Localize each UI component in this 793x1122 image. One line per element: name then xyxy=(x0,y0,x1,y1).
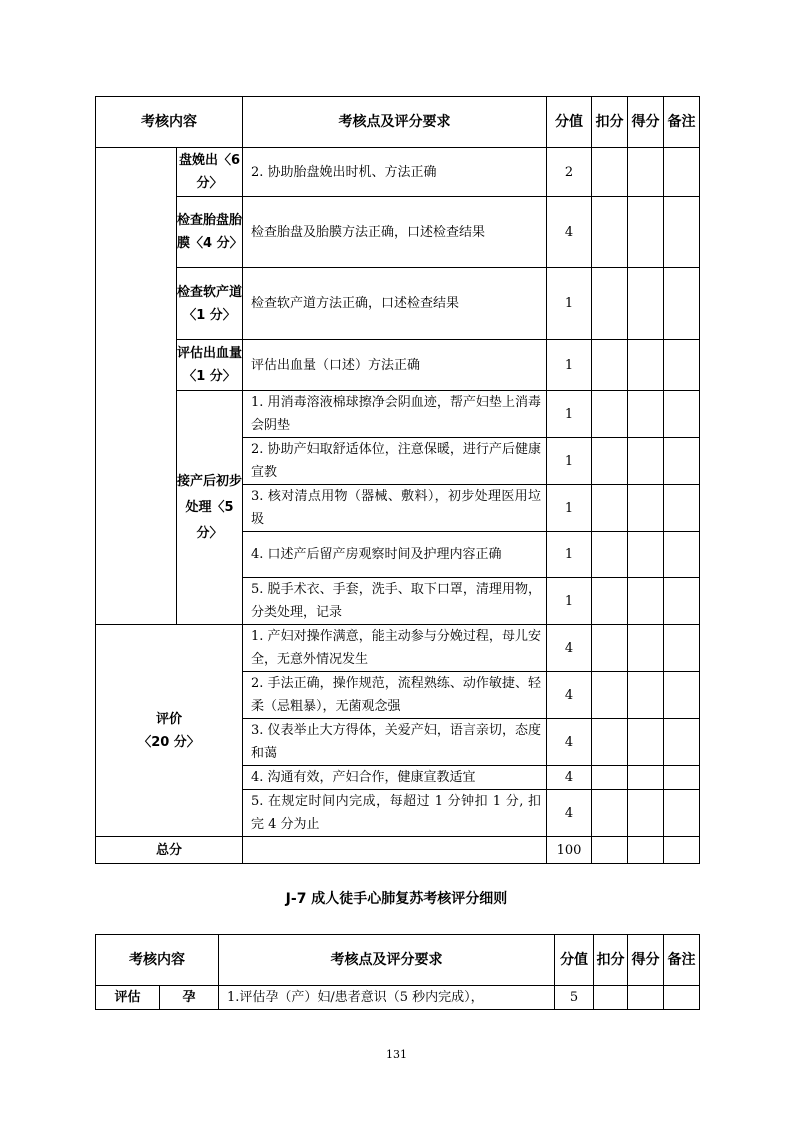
deduct-cell xyxy=(592,837,628,864)
get-cell xyxy=(628,837,664,864)
score-value: 4 xyxy=(547,625,592,672)
scoring-table-1 xyxy=(95,96,700,864)
note-cell xyxy=(664,148,700,197)
total-label: 总分 xyxy=(96,837,243,864)
requirement-text: 1. 产妇对操作满意，能主动参与分娩过程，母儿安全，无意外情况发生 xyxy=(243,625,547,672)
deduct-cell xyxy=(592,391,628,438)
note-cell xyxy=(664,837,700,864)
page-number: 131 xyxy=(386,1048,407,1061)
get-cell xyxy=(628,268,664,340)
header-deduct: 扣分 xyxy=(592,97,628,148)
get-cell xyxy=(628,790,664,837)
note-cell xyxy=(664,986,700,1010)
get-cell xyxy=(628,532,664,578)
note-cell xyxy=(664,578,700,625)
sub-item: 盘娩出〈6 分〉 xyxy=(177,148,243,197)
header-content: 考核内容 xyxy=(96,97,243,148)
requirement-text: 4. 沟通有效，产妇合作，健康宣教适宜 xyxy=(243,766,547,790)
requirement-text: 4. 口述产后留产房观察时间及护理内容正确 xyxy=(243,532,547,578)
score-value: 4 xyxy=(547,197,592,268)
score-value: 1 xyxy=(547,485,592,532)
deduct-cell xyxy=(592,790,628,837)
sub-item: 检查胎盘胎膜〈4 分〉 xyxy=(177,197,243,268)
header-score: 分值 xyxy=(547,97,592,148)
score-value: 1 xyxy=(547,391,592,438)
deduct-cell xyxy=(592,532,628,578)
score-value: 1 xyxy=(547,268,592,340)
get-cell xyxy=(628,719,664,766)
deduct-cell xyxy=(592,625,628,672)
get-cell xyxy=(628,391,664,438)
score-value: 1 xyxy=(547,532,592,578)
requirement-text: 1. 用消毒溶液棉球擦净会阴血迹，帮产妇垫上消毒会阴垫 xyxy=(243,391,547,438)
section-title: J-7 成人徒手心肺复苏考核评分细则 xyxy=(285,891,508,907)
get-cell xyxy=(628,438,664,485)
requirement-text: 5. 在规定时间内完成，每超过 1 分钟扣 1 分, 扣完 4 分为止 xyxy=(243,790,547,837)
scoring-table-2 xyxy=(95,934,700,1010)
header-get: 得分 xyxy=(628,97,664,148)
deduct-cell xyxy=(594,986,628,1010)
note-cell xyxy=(664,197,700,268)
sub-item: 孕 xyxy=(160,986,219,1010)
deduct-cell xyxy=(592,148,628,197)
score-value: 1 xyxy=(547,340,592,391)
requirement-text: 3. 核对清点用物（器械、敷料），初步处理医用垃圾 xyxy=(243,485,547,532)
requirement-text: 检查胎盘及胎膜方法正确，口述检查结果 xyxy=(243,197,547,268)
evaluation-points: 〈20 分〉 xyxy=(138,734,200,750)
header-score: 分值 xyxy=(555,935,594,986)
header-requirement: 考核点及评分要求 xyxy=(219,935,555,986)
note-cell xyxy=(664,268,700,340)
total-score: 100 xyxy=(547,837,592,864)
get-cell xyxy=(628,148,664,197)
deduct-cell xyxy=(592,578,628,625)
note-cell xyxy=(664,485,700,532)
evaluation-category xyxy=(96,625,243,837)
deduct-cell xyxy=(592,340,628,391)
evaluation-label: 评价 xyxy=(155,711,182,727)
note-cell xyxy=(664,790,700,837)
requirement-text: 检查软产道方法正确，口述检查结果 xyxy=(243,268,547,340)
note-cell xyxy=(664,719,700,766)
deduct-cell xyxy=(592,719,628,766)
total-requirement-cell xyxy=(243,837,547,864)
deduct-cell xyxy=(592,268,628,340)
requirement-text: 2. 协助胎盘娩出时机、方法正确 xyxy=(243,148,547,197)
category-cell-empty xyxy=(96,148,177,625)
requirement-text: 5. 脱手术衣、手套，洗手、取下口罩，清理用物，分类处理，记录 xyxy=(243,578,547,625)
header-note: 备注 xyxy=(664,97,700,148)
note-cell xyxy=(664,532,700,578)
deduct-cell xyxy=(592,766,628,790)
get-cell xyxy=(628,766,664,790)
note-cell xyxy=(664,672,700,719)
category-cell: 评估 xyxy=(96,986,160,1010)
note-cell xyxy=(664,391,700,438)
header-content: 考核内容 xyxy=(96,935,219,986)
get-cell xyxy=(628,672,664,719)
requirement-text: 3. 仪表举止大方得体，关爱产妇，语言亲切，态度和蔼 xyxy=(243,719,547,766)
get-cell xyxy=(628,986,664,1010)
deduct-cell xyxy=(592,485,628,532)
note-cell xyxy=(664,340,700,391)
header-deduct: 扣分 xyxy=(594,935,628,986)
sub-item: 评估出血量〈1 分〉 xyxy=(177,340,243,391)
score-value: 4 xyxy=(547,790,592,837)
get-cell xyxy=(628,197,664,268)
requirement-text: 2. 协助产妇取舒适体位，注意保暖，进行产后健康宣教 xyxy=(243,438,547,485)
requirement-text: 2. 手法正确，操作规范，流程熟练、动作敏捷、轻柔（忌粗暴），无菌观念强 xyxy=(243,672,547,719)
score-value: 4 xyxy=(547,719,592,766)
note-cell xyxy=(664,625,700,672)
requirement-text: 1.评估孕（产）妇/患者意识（5 秒内完成）， xyxy=(219,986,555,1010)
get-cell xyxy=(628,578,664,625)
note-cell xyxy=(664,766,700,790)
deduct-cell xyxy=(592,438,628,485)
score-value: 5 xyxy=(555,986,594,1010)
deduct-cell xyxy=(592,672,628,719)
note-cell xyxy=(664,438,700,485)
get-cell xyxy=(628,340,664,391)
score-value: 4 xyxy=(547,672,592,719)
score-value: 4 xyxy=(547,766,592,790)
requirement-text: 评估出血量（口述）方法正确 xyxy=(243,340,547,391)
score-value: 1 xyxy=(547,438,592,485)
sub-item: 接产后初步处理〈5 分〉 xyxy=(177,391,243,625)
score-value: 2 xyxy=(547,148,592,197)
header-get: 得分 xyxy=(628,935,664,986)
deduct-cell xyxy=(592,197,628,268)
get-cell xyxy=(628,485,664,532)
get-cell xyxy=(628,625,664,672)
header-note: 备注 xyxy=(664,935,700,986)
sub-item: 检查软产道〈1 分〉 xyxy=(177,268,243,340)
header-requirement: 考核点及评分要求 xyxy=(243,97,547,148)
score-value: 1 xyxy=(547,578,592,625)
